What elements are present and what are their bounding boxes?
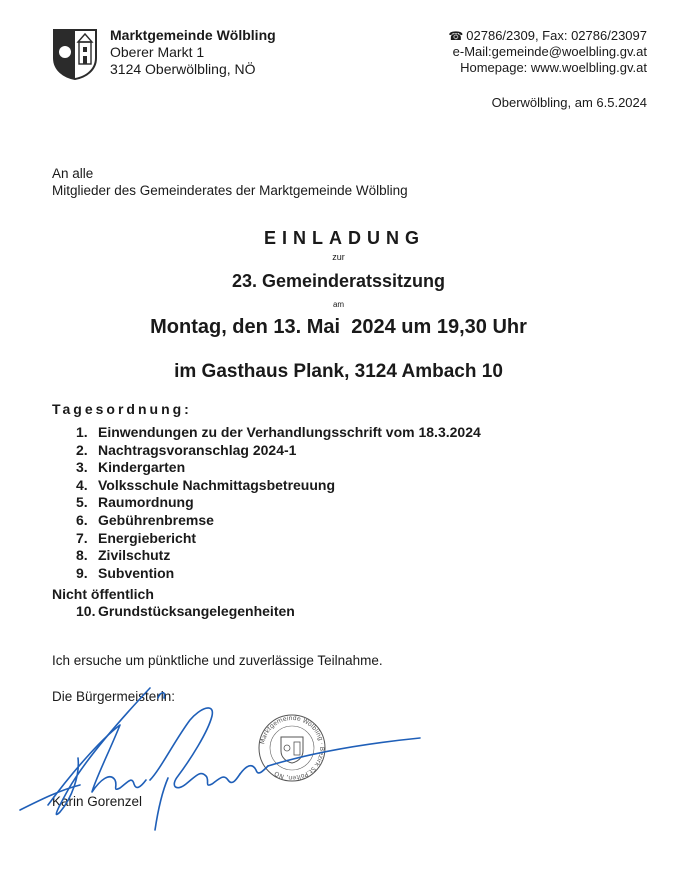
addressee-block	[52, 165, 408, 199]
sender-block	[110, 27, 276, 78]
agenda-item-text: Volksschule Nachmittagsbetreuung	[98, 476, 336, 493]
agenda-list	[76, 424, 481, 582]
agenda-item-text: Nachtragsvoranschlag 2024-1	[98, 441, 297, 458]
phone-fax-line	[448, 28, 647, 44]
session-location: im Gasthaus Plank, 3124 Ambach 10	[174, 361, 503, 382]
agenda-item-number: 4.	[76, 476, 88, 493]
agenda-item	[76, 494, 481, 512]
agenda-item-text: Kindergarten	[98, 459, 186, 476]
municipal-crest-icon	[52, 28, 98, 80]
session-title: 23. Gemeinderatssitzung	[231, 271, 446, 291]
email-line: e-Mail:gemeinde@woelbling.gv.at	[452, 44, 647, 59]
sender-postal-line: 3124 Oberwölbling, NÖ	[110, 61, 256, 77]
telephone-icon: ☎	[448, 29, 464, 43]
agenda-item-text: Raumordnung	[98, 494, 194, 511]
contact-block	[448, 28, 647, 76]
agenda-item-number: 1.	[76, 424, 88, 440]
addressee-line-2: Mitglieder des Gemeinderates der Marktgemeinde Wölbling	[52, 183, 408, 198]
invitation-title: EINLADUNG	[264, 228, 425, 248]
attendance-request: Ich ersuche um pünktliche und zuverlässige Teilnahme.	[52, 653, 383, 668]
agenda-item-number: 3.	[76, 459, 88, 476]
homepage-line: Homepage: www.woelbling.gv.at	[460, 60, 647, 75]
phone-fax-text: 02786/2309, Fax: 02786/23097	[466, 28, 647, 43]
invitation-am: am	[332, 300, 345, 309]
agenda-item-number: 5.	[76, 494, 88, 511]
agenda-heading: Tagesordnung:	[52, 401, 192, 417]
agenda-item-text: Einwendungen zu der Verhandlungsschrift vom 18.3.2024	[98, 424, 481, 440]
agenda-item	[76, 512, 481, 530]
agenda-item-number: 6.	[76, 511, 88, 528]
agenda-item-text: Zivilschutz	[98, 547, 171, 564]
invitation-zur: zur	[332, 252, 345, 262]
closed-agenda-item	[76, 603, 295, 619]
handwritten-signature	[0, 680, 677, 880]
session-datetime: Montag, den 13. Mai 2024 um 19,30 Uhr	[150, 316, 527, 338]
signatory-role: Die Bürgermeisterin:	[52, 689, 176, 704]
agenda-item-text: Gebührenbremse	[98, 511, 214, 528]
sender-address-line: Oberer Markt 1	[110, 44, 205, 60]
agenda-item	[76, 459, 481, 477]
closed-session-heading: Nicht öffentlich	[52, 586, 154, 602]
seal-text: Marktgemeinde Wölbling · Bezirk St.Pölten, NÖ	[259, 714, 326, 782]
agenda-item-number: 2.	[76, 441, 88, 458]
agenda-item	[76, 477, 481, 495]
agenda-item	[76, 424, 481, 442]
agenda-item-text: Subvention	[98, 564, 175, 581]
organization-name: Marktgemeinde Wölbling	[110, 27, 276, 43]
agenda-item	[76, 565, 481, 583]
closed-item-number: 10.	[76, 603, 96, 619]
signatory-name: Karin Gorenzel	[52, 794, 143, 809]
agenda-item	[76, 530, 481, 548]
official-seal-stamp	[257, 713, 327, 783]
agenda-item-number: 7.	[76, 529, 88, 546]
agenda-item-text: Energiebericht	[98, 529, 197, 546]
agenda-item-number: 8.	[76, 547, 88, 564]
agenda-item-number: 9.	[76, 564, 88, 581]
agenda-item	[76, 547, 481, 565]
place-date: Oberwölbling, am 6.5.2024	[491, 95, 647, 110]
closed-item-text: Grundstücksangelegenheiten	[98, 603, 295, 619]
addressee-line-1: An alle	[52, 166, 94, 181]
agenda-item	[76, 442, 481, 460]
